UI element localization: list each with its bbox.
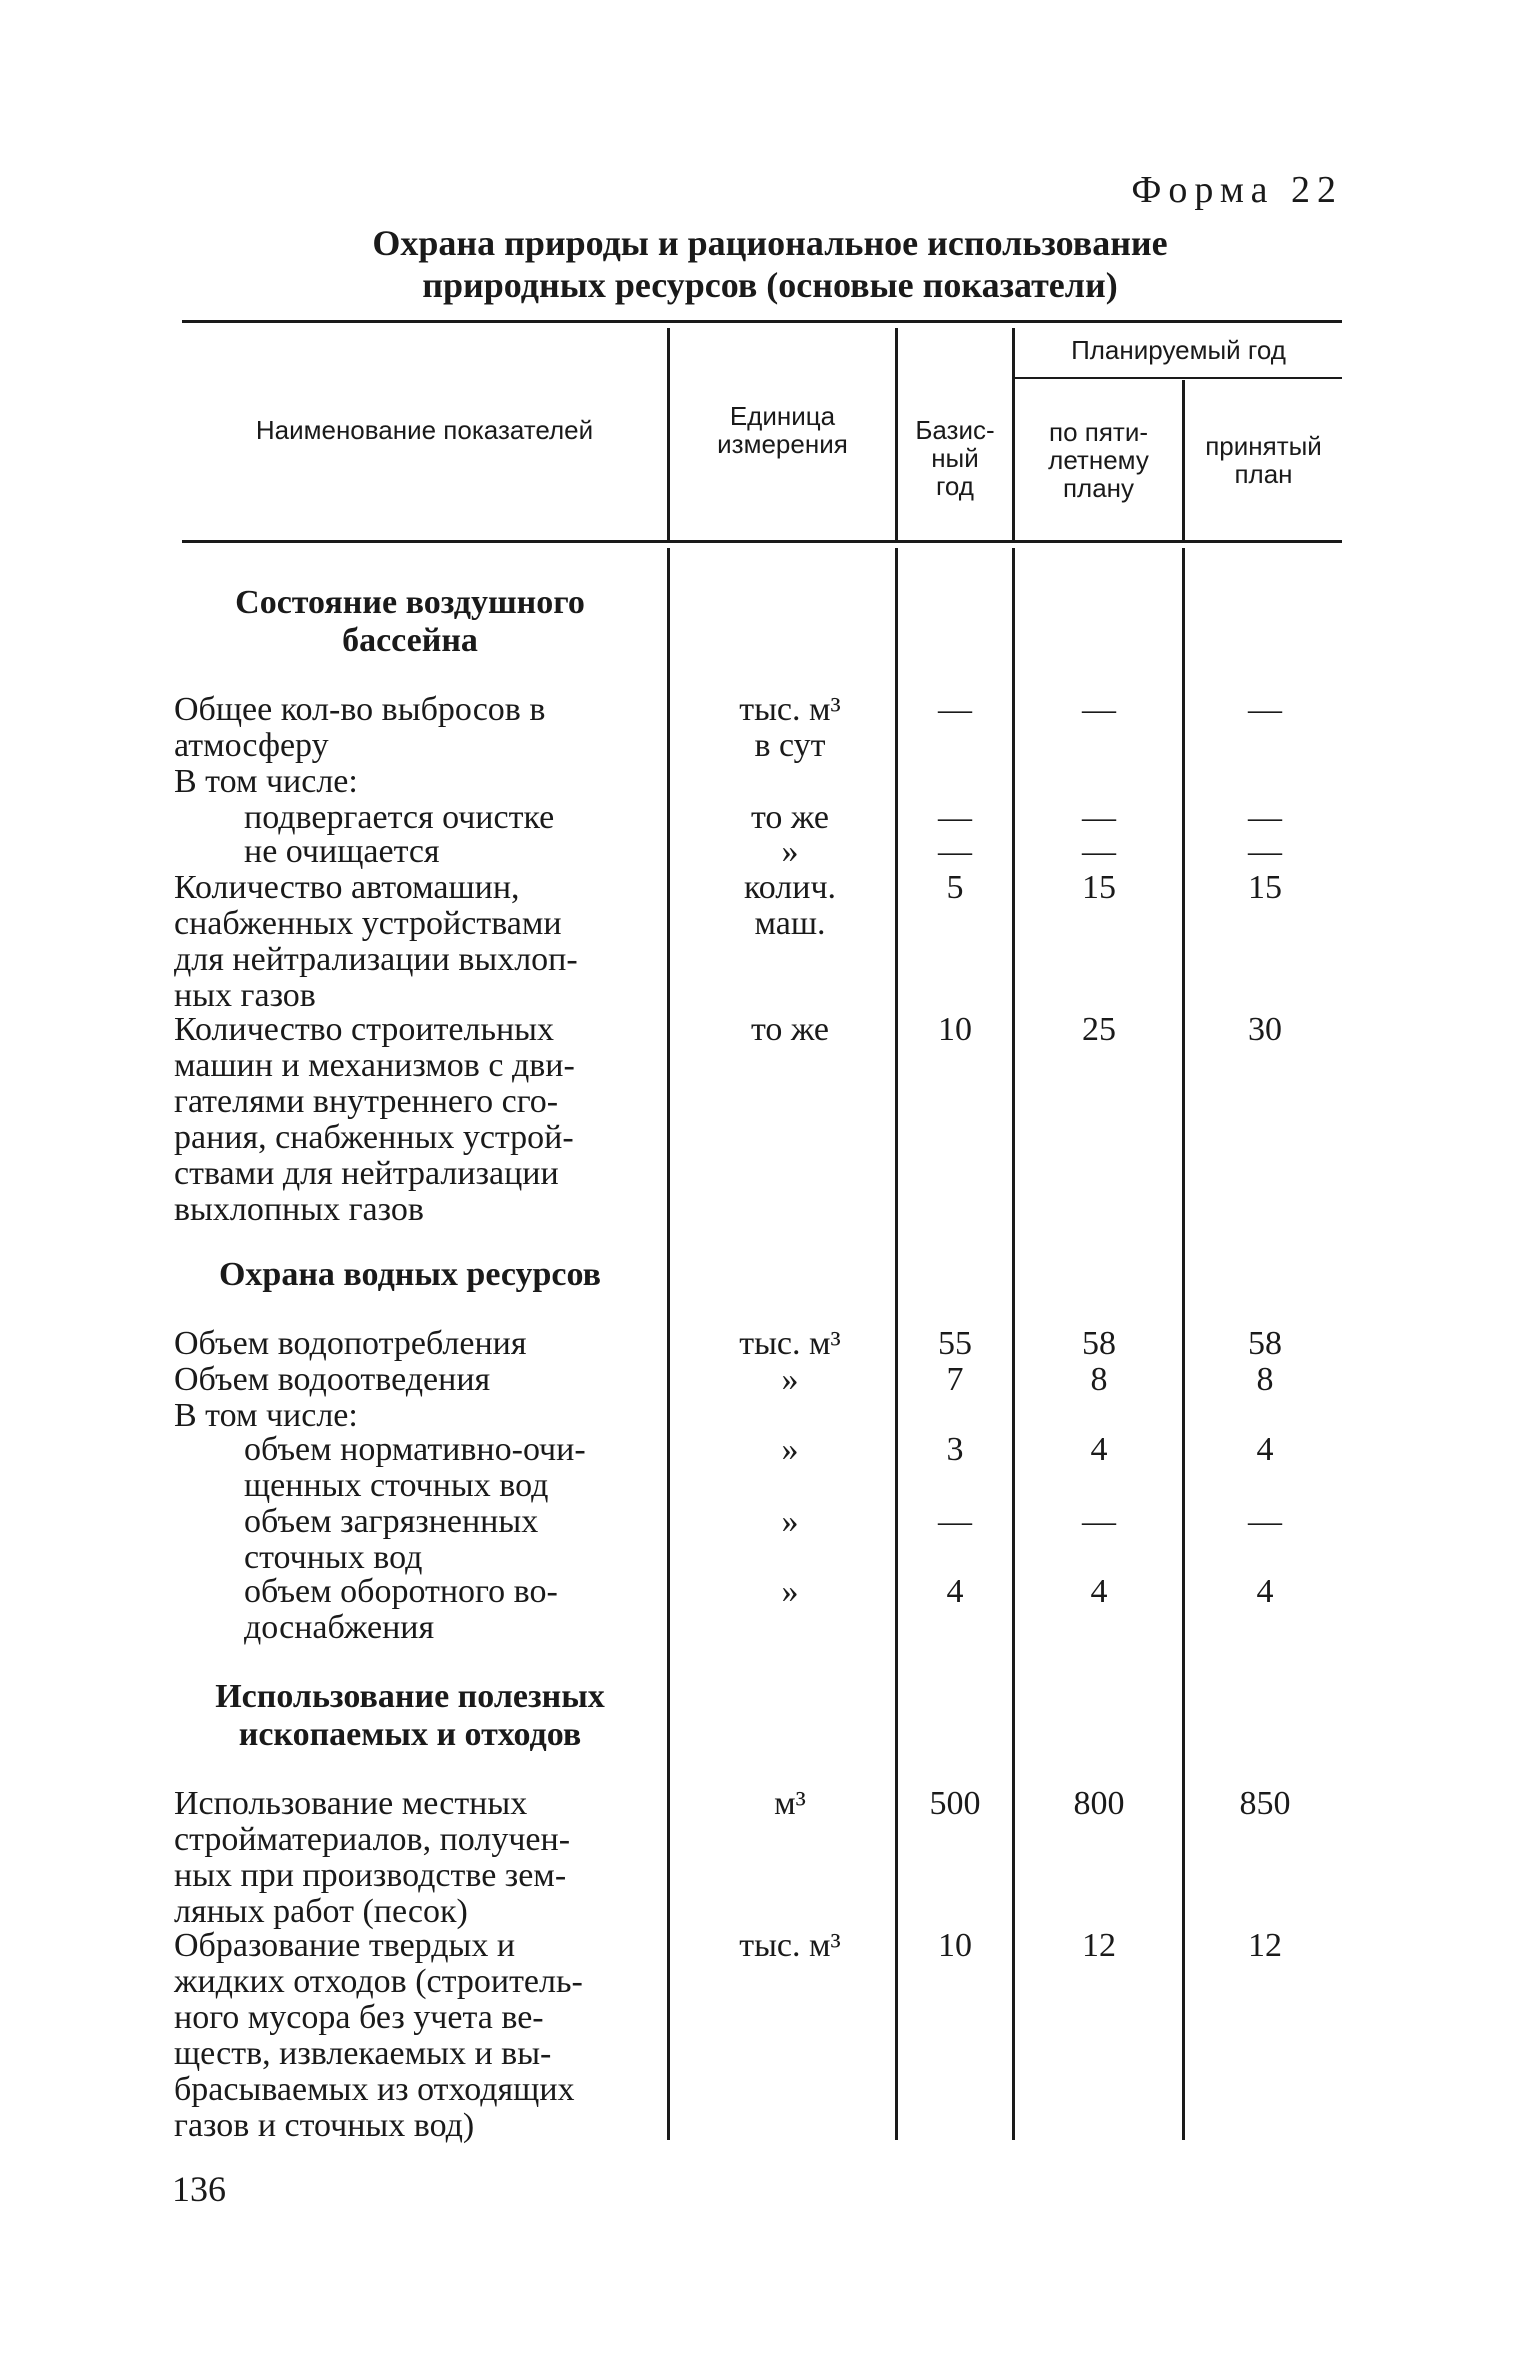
header-unit: Единица измерения [717,401,848,459]
row-base-year: 10 [938,1011,972,1048]
row-name: В том числе: [174,763,358,800]
row-name: не очищается [244,833,440,870]
row-base-year: 500 [929,1785,981,1822]
row-name: Объем водоотведения [174,1361,491,1398]
row-accepted: — [1248,1503,1282,1540]
section-title-minerals: Использование полезных ископаемых и отходов [215,1678,605,1753]
row-unit: м³ [774,1785,806,1822]
row-base-year: 10 [938,1927,972,1964]
header-name: Наименование показателей [255,415,594,445]
row-five-year: — [1082,799,1116,836]
row-accepted: — [1248,833,1282,870]
row-five-year: 4 [1090,1573,1108,1610]
row-name: объем загрязненных сточных вод [244,1503,539,1576]
row-five-year: 800 [1073,1785,1125,1822]
form-label: Форма 22 [1131,169,1343,211]
header-base-year: Базис- ный год [915,414,995,501]
row-name: В том числе: [174,1397,358,1434]
row-unit: » [781,1361,799,1398]
row-five-year: 8 [1090,1361,1108,1398]
row-accepted: 12 [1248,1927,1282,1964]
table-header [182,320,1342,543]
row-accepted: 58 [1248,1325,1282,1362]
row-base-year: 4 [946,1573,964,1610]
header-accepted-plan: принятый план [1205,431,1322,489]
row-five-year: 12 [1082,1927,1116,1964]
row-unit: колич. маш. [743,869,837,942]
row-unit: » [781,1431,799,1468]
row-base-year: 7 [946,1361,964,1398]
row-name: Количество автомашин, снабженных устройствами для нейтрализации выхлоп- ных газов [174,869,578,1014]
row-accepted: 4 [1256,1431,1274,1468]
row-name: подвергается очистке [244,799,555,836]
row-base-year: 3 [946,1431,964,1468]
row-five-year: — [1082,1503,1116,1540]
title-line-1: Охрана природы и рациональное использование [372,223,1168,263]
planned-year-rule [1015,377,1342,379]
page-number: 136 [172,2169,226,2209]
title-line-2: природных ресурсов (основые показатели) [422,265,1118,305]
row-unit: тыс. м³ [739,1325,841,1362]
row-name: объем нормативно-очи- щенных сточных вод [244,1431,586,1504]
row-accepted: — [1248,691,1282,728]
row-unit: » [781,1503,799,1540]
row-accepted: 8 [1256,1361,1274,1398]
row-unit: то же [750,799,830,836]
row-name: Образование твердых и жидких отходов (строитель- ного мусора без учета ве- ществ, извлекаемых и вы- брасываемых из отходящих газов и сточных вод) [174,1927,583,2144]
row-accepted: 15 [1248,869,1282,906]
row-five-year: 58 [1082,1325,1116,1362]
row-five-year: 4 [1090,1431,1108,1468]
row-base-year: — [938,799,972,836]
row-accepted: — [1248,799,1282,836]
row-five-year: — [1082,833,1116,870]
row-accepted: 850 [1239,1785,1291,1822]
page-title [200,222,1340,306]
row-accepted: 30 [1248,1011,1282,1048]
header-five-year-plan: по пяти- летнему плану [1048,417,1149,503]
row-five-year: — [1082,691,1116,728]
row-five-year: 15 [1082,869,1116,906]
row-unit: тыс. м³ в сут [739,691,841,764]
row-unit: тыс. м³ [739,1927,841,1964]
row-unit: » [781,833,799,870]
header-bottom-rule [182,540,1342,543]
row-name: Объем водопотребления [174,1325,527,1362]
row-base-year: — [938,833,972,870]
row-accepted: 4 [1256,1573,1274,1610]
row-name: Количество строительных машин и механизмов с дви- гателями внутреннего сго- рания, снабженных устрой- ствами для нейтрализации выхлопных газов [174,1011,575,1228]
row-name: Использование местных стройматериалов, получен- ных при производстве зем- ляных работ (песок) [174,1785,571,1930]
row-unit: » [781,1573,799,1610]
row-base-year: — [938,691,972,728]
row-name: Общее кол-во выбросов в атмосферу [174,691,546,764]
body-divider-1 [667,548,670,2140]
header-planned-year: Планируемый год [1071,335,1286,365]
section-title-water: Охрана водных ресурсов [218,1256,601,1293]
row-base-year: — [938,1503,972,1540]
row-unit: то же [750,1011,830,1048]
row-base-year: 5 [946,869,964,906]
section-title-air: Состояние воздушного бассейна [235,584,585,659]
row-base-year: 55 [938,1325,972,1362]
row-five-year: 25 [1082,1011,1116,1048]
row-name: объем оборотного во- доснабжения [244,1573,558,1646]
